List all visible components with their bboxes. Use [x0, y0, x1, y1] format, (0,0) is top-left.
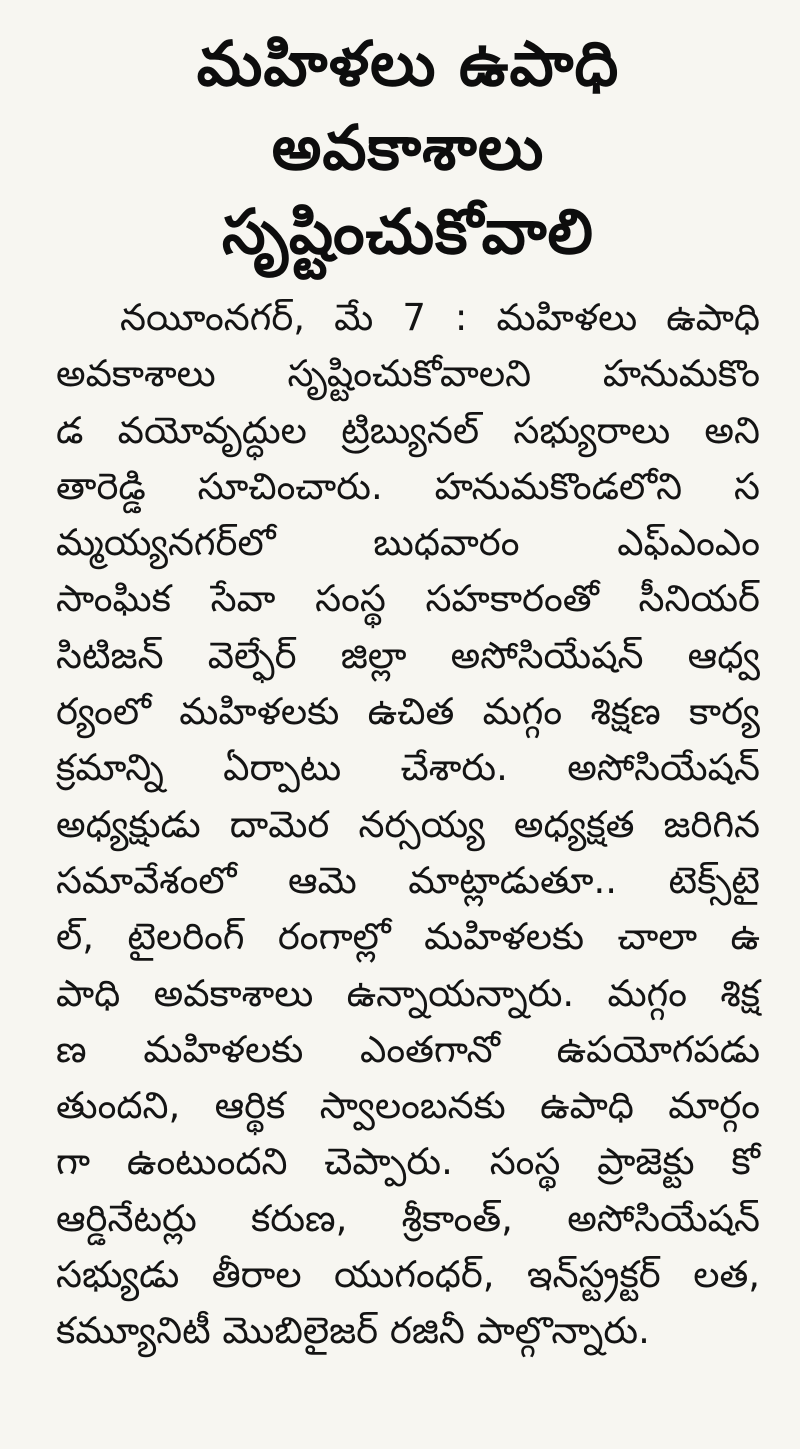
article-line-16: గా ఉంటుందని చెప్పారు. సంస్థ ప్రాజెక్టు కో [56, 1140, 760, 1184]
article-line-11: సమావేశంలో ఆమె మాట్లాడుతూ.. టెక్స్‌టై [56, 858, 760, 902]
headline-line-2: సృష్టించుకోవాలి [222, 195, 594, 268]
article-line-5: మ్మయ్యనగర్‌లో బుధవారం ఎఫ్‌ఎంఎం [56, 521, 760, 565]
article-line-13: పాధి అవకాశాలు ఉన్నాయన్నారు. మగ్గం శిక్ష [56, 971, 760, 1015]
article-line-18: సభ్యుడు తీరాల యుగంధర్, ఇన్‌స్ట్రక్టర్ లత, [56, 1253, 760, 1297]
article-line-17: ఆర్డినేటర్లు కరుణ, శ్రీకాంత్, అసోసియేషన్ [56, 1196, 760, 1240]
article-line-14: ణ మహిళలకు ఎంతగానో ఉపయోగపడు [56, 1027, 760, 1071]
article-line-2: అవకాశాలు సృష్టించుకోవాలని హనుమకొం [56, 352, 760, 396]
article-line-4: తారెడ్డి సూచించారు. హనుమకొండలోని స [56, 464, 760, 508]
article-line-12: ల్, టైలరింగ్ రంగాల్లో మహిళలకు చాలా ఉ [56, 915, 760, 959]
article-line-9: క్రమాన్ని ఏర్పాటు చేశారు. అసోసియేషన్ [56, 746, 760, 790]
article-line-19: కమ్యూనిటీ మొబిలైజర్ రజినీ పాల్గొన్నారు. [56, 1309, 650, 1353]
article-line-6: సాంఘిక సేవా సంస్థ సహకారంతో సీనియర్ [56, 577, 760, 621]
article-line-10: అధ్యక్షుడు దామెర నర్సయ్య అధ్యక్షత జరిగిన [56, 802, 760, 846]
headline-line-1: మహిళలు ఉపాధి అవకాశాలు [196, 27, 620, 184]
article-body [56, 290, 760, 1360]
article-line-7: సిటిజన్ వెల్ఫేర్ జిల్లా అసోసియేషన్ ఆధ్వ [56, 633, 760, 677]
article-line-15: తుందని, ఆర్థిక స్వాలంబనకు ఉపాధి మార్గం [56, 1084, 760, 1128]
article-headline [56, 22, 760, 274]
article-line-1: నయీంనగర్, మే 7 : మహిళలు ఉపాధి [120, 296, 760, 339]
article-line-3: డ వయోవృద్ధుల ట్రిబ్యునల్ సభ్యురాలు అని [56, 408, 760, 452]
article-line-8: ర్యంలో మహిళలకు ఉచిత మగ్గం శిక్షణ కార్య [56, 690, 760, 734]
